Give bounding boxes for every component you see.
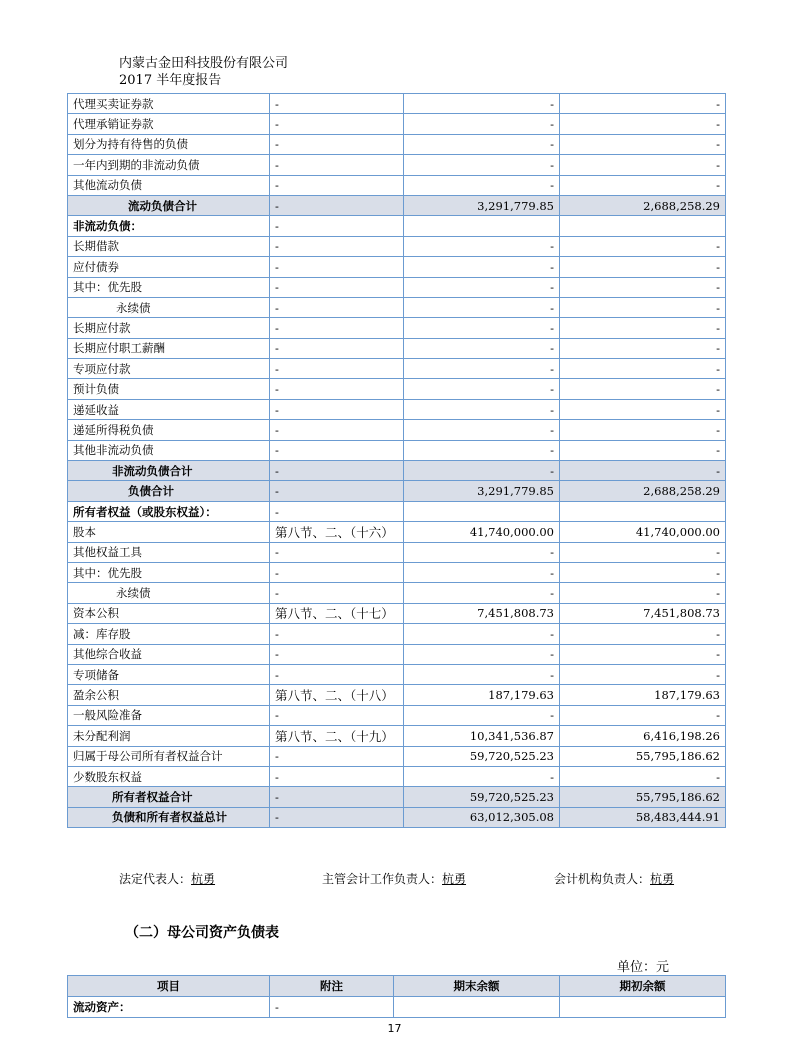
row-item: 专项储备 <box>68 664 270 684</box>
row-end: - <box>404 766 560 786</box>
row-end: 3,291,779.85 <box>404 195 560 215</box>
row-begin: 2,688,258.29 <box>560 195 726 215</box>
table-row <box>68 501 726 521</box>
header-begin-balance: 期初余额 <box>560 976 726 997</box>
row-begin <box>560 997 726 1018</box>
row-item: 其中：优先股 <box>68 277 270 297</box>
row-begin: - <box>560 175 726 195</box>
table-row <box>68 685 726 705</box>
table-row <box>68 542 726 562</box>
table-row <box>68 338 726 358</box>
row-begin <box>560 501 726 521</box>
row-end: 7,451,808.73 <box>404 603 560 623</box>
row-end <box>394 997 560 1018</box>
row-note: - <box>270 501 404 521</box>
table-row <box>68 807 726 827</box>
table-row <box>68 236 726 256</box>
row-item: 负债合计 <box>68 481 270 501</box>
table-row <box>68 726 726 746</box>
table-row <box>68 481 726 501</box>
legal-representative: 法定代表人：杭勇 <box>119 872 216 886</box>
row-begin: - <box>560 399 726 419</box>
table-row <box>68 440 726 460</box>
row-begin: - <box>560 318 726 338</box>
accounting-supervisor: 主管会计工作负责人：杭勇 <box>322 872 467 886</box>
unit-label: 单位：元 <box>617 960 670 975</box>
row-item: 代理买卖证券款 <box>68 94 270 114</box>
table-row <box>68 155 726 175</box>
row-note: - <box>270 155 404 175</box>
row-end: - <box>404 318 560 338</box>
row-end: - <box>404 379 560 399</box>
company-name: 内蒙古金田科技股份有限公司 <box>119 56 289 71</box>
row-end: - <box>404 705 560 725</box>
table-row <box>68 134 726 154</box>
table-row <box>68 359 726 379</box>
table-row <box>68 644 726 664</box>
row-end: - <box>404 664 560 684</box>
section-title: （二）母公司资产负债表 <box>125 925 279 941</box>
row-item: 应付债券 <box>68 257 270 277</box>
row-begin: - <box>560 583 726 603</box>
row-note: - <box>270 257 404 277</box>
row-end: - <box>404 583 560 603</box>
row-end: - <box>404 297 560 317</box>
row-begin: - <box>560 359 726 379</box>
row-note: - <box>270 94 404 114</box>
table-row <box>68 94 726 114</box>
row-note: - <box>270 644 404 664</box>
row-note: - <box>270 440 404 460</box>
row-end: - <box>404 461 560 481</box>
row-begin: - <box>560 134 726 154</box>
row-end: - <box>404 236 560 256</box>
table-row <box>68 195 726 215</box>
table-row <box>68 603 726 623</box>
row-item: 长期应付款 <box>68 318 270 338</box>
row-begin: - <box>560 705 726 725</box>
row-note: - <box>270 297 404 317</box>
row-end <box>404 216 560 236</box>
row-end: - <box>404 420 560 440</box>
row-note: - <box>270 134 404 154</box>
row-item: 预计负债 <box>68 379 270 399</box>
table-row <box>68 379 726 399</box>
row-item: 一年内到期的非流动负债 <box>68 155 270 175</box>
row-note: - <box>270 705 404 725</box>
row-item: 其他非流动负债 <box>68 440 270 460</box>
row-begin: - <box>560 114 726 134</box>
row-end: 63,012,305.08 <box>404 807 560 827</box>
row-item: 少数股东权益 <box>68 766 270 786</box>
row-begin: - <box>560 562 726 582</box>
row-note: - <box>270 114 404 134</box>
table-row <box>68 766 726 786</box>
header-note: 附注 <box>270 976 394 997</box>
row-note: - <box>270 236 404 256</box>
table-row <box>68 277 726 297</box>
row-item: 流动负债合计 <box>68 195 270 215</box>
row-begin: - <box>560 155 726 175</box>
row-item: 流动资产： <box>68 997 270 1018</box>
row-item: 非流动负债合计 <box>68 461 270 481</box>
row-end: - <box>404 624 560 644</box>
row-begin: 187,179.63 <box>560 685 726 705</box>
header-end-balance: 期末余额 <box>394 976 560 997</box>
table-row <box>68 114 726 134</box>
row-item: 归属于母公司所有者权益合计 <box>68 746 270 766</box>
row-item: 长期借款 <box>68 236 270 256</box>
table-row <box>68 624 726 644</box>
row-end: - <box>404 134 560 154</box>
row-item: 递延收益 <box>68 399 270 419</box>
row-note: - <box>270 461 404 481</box>
row-begin: - <box>560 277 726 297</box>
row-begin: 2,688,258.29 <box>560 481 726 501</box>
row-item: 所有者权益合计 <box>68 787 270 807</box>
row-end: - <box>404 257 560 277</box>
row-begin: - <box>560 440 726 460</box>
row-begin: - <box>560 338 726 358</box>
row-begin: - <box>560 664 726 684</box>
row-note: 第八节、二、（十九） <box>270 726 404 746</box>
balance-sheet-table <box>67 93 726 828</box>
row-item: 所有者权益（或股东权益）： <box>68 501 270 521</box>
row-begin: - <box>560 624 726 644</box>
row-begin: - <box>560 257 726 277</box>
table-row <box>68 746 726 766</box>
row-begin <box>560 216 726 236</box>
row-item: 永续债 <box>68 297 270 317</box>
row-item: 股本 <box>68 522 270 542</box>
accounting-head: 会计机构负责人：杭勇 <box>554 872 675 886</box>
row-item: 减：库存股 <box>68 624 270 644</box>
row-begin: 55,795,186.62 <box>560 746 726 766</box>
table-row <box>68 997 726 1018</box>
row-item: 负债和所有者权益总计 <box>68 807 270 827</box>
table-row <box>68 420 726 440</box>
table-row <box>68 562 726 582</box>
row-note: - <box>270 175 404 195</box>
row-note: - <box>270 338 404 358</box>
row-note: - <box>270 766 404 786</box>
row-end: - <box>404 155 560 175</box>
row-item: 长期应付职工薪酬 <box>68 338 270 358</box>
row-end: 3,291,779.85 <box>404 481 560 501</box>
row-end: - <box>404 277 560 297</box>
row-item: 永续债 <box>68 583 270 603</box>
row-item: 资本公积 <box>68 603 270 623</box>
row-note: - <box>270 624 404 644</box>
row-item: 划分为持有待售的负债 <box>68 134 270 154</box>
row-note: - <box>270 807 404 827</box>
report-title: 2017 半年度报告 <box>119 73 222 88</box>
table-header-row <box>68 976 726 997</box>
row-end: 187,179.63 <box>404 685 560 705</box>
row-end: - <box>404 94 560 114</box>
parent-balance-sheet-table <box>67 975 726 1018</box>
row-item: 递延所得税负债 <box>68 420 270 440</box>
row-note: - <box>270 583 404 603</box>
table-row <box>68 705 726 725</box>
row-item: 未分配利润 <box>68 726 270 746</box>
row-end: - <box>404 644 560 664</box>
row-note: - <box>270 997 394 1018</box>
row-begin: 41,740,000.00 <box>560 522 726 542</box>
row-end: - <box>404 440 560 460</box>
row-item: 一般风险准备 <box>68 705 270 725</box>
row-begin: - <box>560 379 726 399</box>
row-begin: - <box>560 766 726 786</box>
header-item: 项目 <box>68 976 270 997</box>
row-end: 41,740,000.00 <box>404 522 560 542</box>
row-begin: - <box>560 644 726 664</box>
row-note: 第八节、二、（十七） <box>270 603 404 623</box>
row-end: - <box>404 399 560 419</box>
row-end: 59,720,525.23 <box>404 746 560 766</box>
row-begin: 55,795,186.62 <box>560 787 726 807</box>
row-begin: - <box>560 461 726 481</box>
row-note: - <box>270 379 404 399</box>
table-row <box>68 787 726 807</box>
row-item: 其中：优先股 <box>68 562 270 582</box>
table-row <box>68 461 726 481</box>
row-note: - <box>270 542 404 562</box>
table-row <box>68 522 726 542</box>
row-note: - <box>270 420 404 440</box>
row-end: - <box>404 562 560 582</box>
table-row <box>68 664 726 684</box>
row-note: - <box>270 318 404 338</box>
row-note: - <box>270 562 404 582</box>
table-row <box>68 399 726 419</box>
row-note: - <box>270 746 404 766</box>
row-end: - <box>404 175 560 195</box>
row-begin: - <box>560 236 726 256</box>
row-begin: - <box>560 297 726 317</box>
row-note: 第八节、二、（十八） <box>270 685 404 705</box>
row-end <box>404 501 560 521</box>
table-row <box>68 175 726 195</box>
row-note: - <box>270 195 404 215</box>
row-end: - <box>404 359 560 379</box>
row-begin: 7,451,808.73 <box>560 603 726 623</box>
row-begin: 6,416,198.26 <box>560 726 726 746</box>
row-item: 非流动负债： <box>68 216 270 236</box>
row-item: 盈余公积 <box>68 685 270 705</box>
table-row <box>68 318 726 338</box>
row-note: 第八节、二、（十六） <box>270 522 404 542</box>
row-note: - <box>270 787 404 807</box>
row-begin: 58,483,444.91 <box>560 807 726 827</box>
row-item: 其他权益工具 <box>68 542 270 562</box>
row-note: - <box>270 277 404 297</box>
row-begin: - <box>560 94 726 114</box>
row-note: - <box>270 664 404 684</box>
row-note: - <box>270 359 404 379</box>
row-item: 其他综合收益 <box>68 644 270 664</box>
row-item: 代理承销证券款 <box>68 114 270 134</box>
row-end: - <box>404 114 560 134</box>
page-number: 17 <box>387 1022 402 1035</box>
row-end: - <box>404 338 560 358</box>
row-note: - <box>270 399 404 419</box>
row-begin: - <box>560 542 726 562</box>
table-row <box>68 297 726 317</box>
table-row <box>68 257 726 277</box>
row-note: - <box>270 216 404 236</box>
table-row <box>68 216 726 236</box>
row-item: 其他流动负债 <box>68 175 270 195</box>
row-note: - <box>270 481 404 501</box>
table-row <box>68 583 726 603</box>
row-end: 10,341,536.87 <box>404 726 560 746</box>
row-end: - <box>404 542 560 562</box>
row-end: 59,720,525.23 <box>404 787 560 807</box>
row-item: 专项应付款 <box>68 359 270 379</box>
row-begin: - <box>560 420 726 440</box>
